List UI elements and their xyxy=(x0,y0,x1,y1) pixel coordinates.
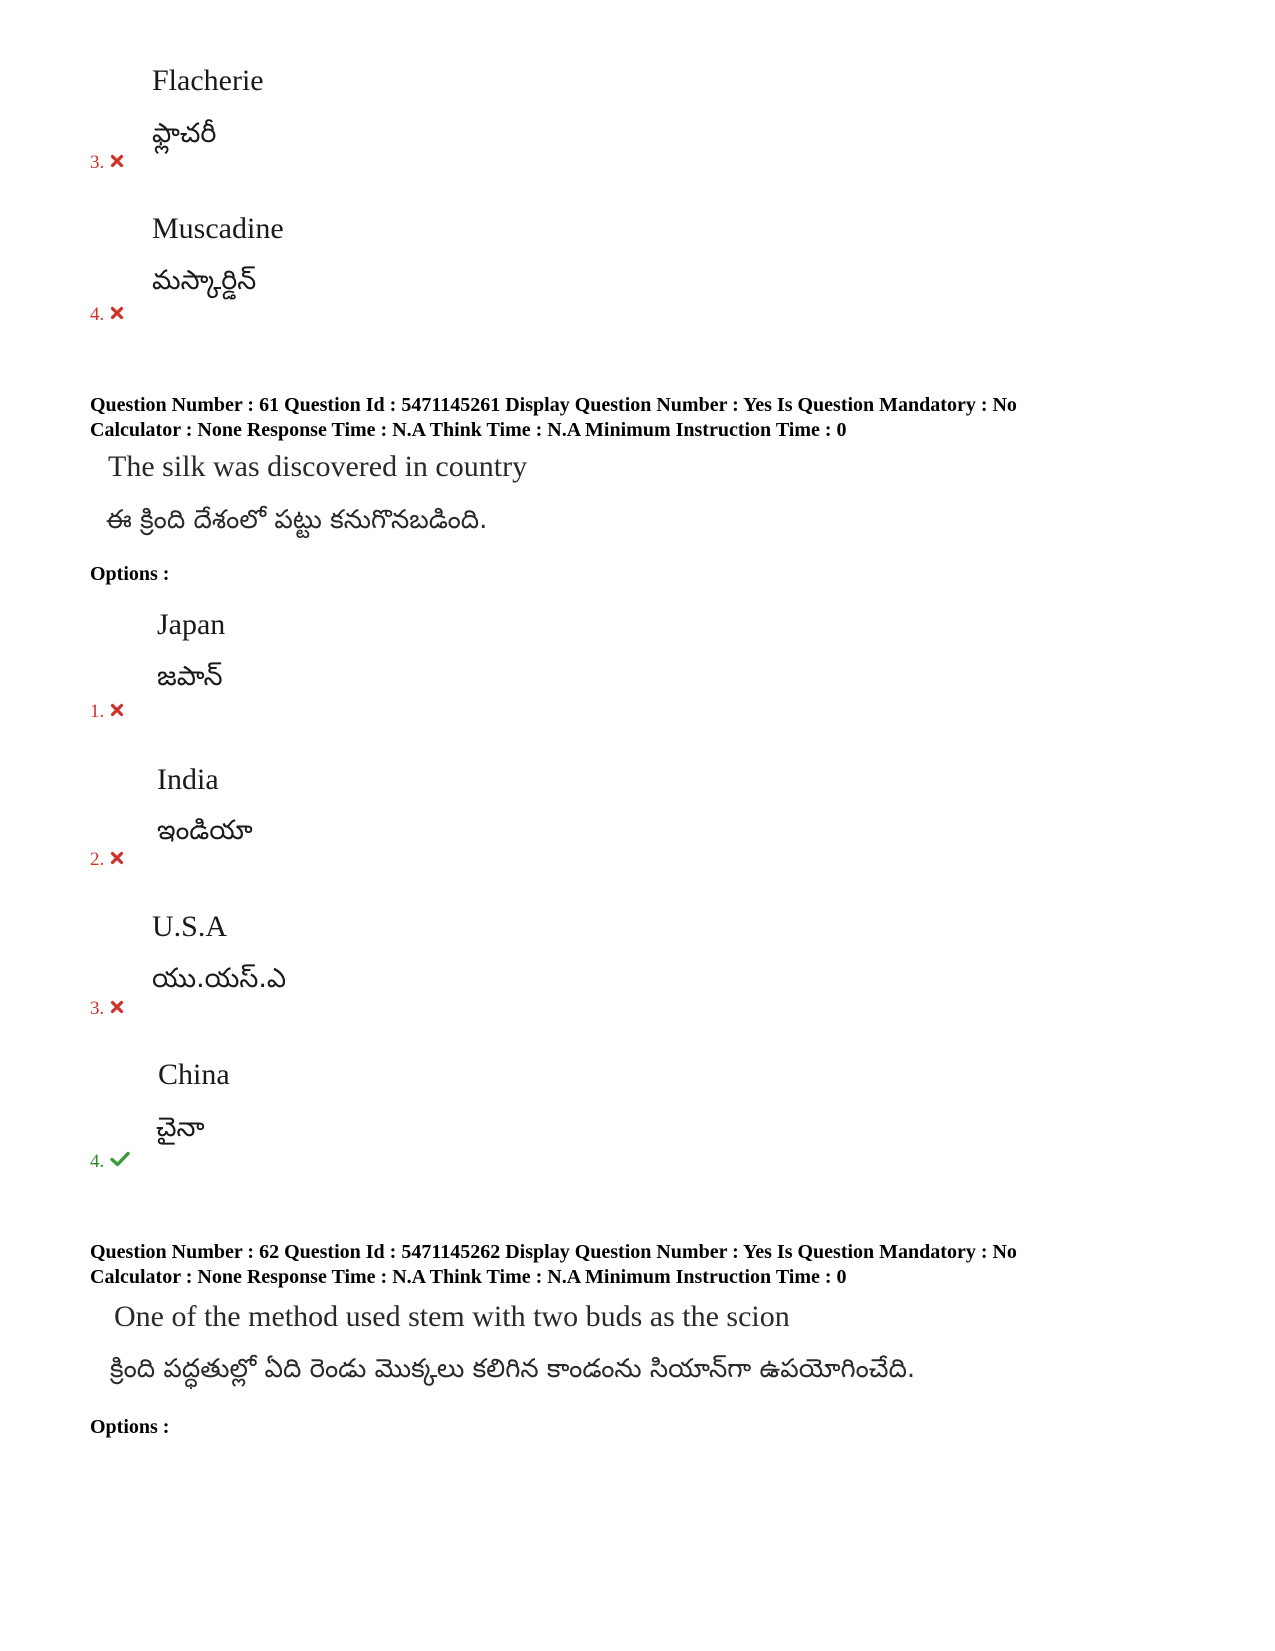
option-text-en: U.S.A xyxy=(152,910,228,943)
cross-mark-icon xyxy=(110,849,124,871)
option-number xyxy=(90,152,124,174)
question-text-te: క్రింది పద్ధతుల్లో ఏది రెండు మొక్కలు కలిగిన కాండంను సియాన్‌గా ఉపయోగించేది. xyxy=(110,1354,916,1384)
cross-mark-icon xyxy=(110,152,124,174)
question-meta-line2: Calculator : None Response Time : N.A Think Time : N.A Minimum Instruction Time : 0 xyxy=(90,1266,847,1288)
option-text-te: చైనా xyxy=(156,1112,205,1143)
question-meta xyxy=(90,393,1017,443)
option-number xyxy=(90,998,124,1020)
options-label: Options : xyxy=(90,1416,170,1438)
option-text-en: Japan xyxy=(157,608,226,641)
option-number xyxy=(90,1151,130,1173)
question-text-en: One of the method used stem with two buds as the scion xyxy=(114,1300,790,1333)
question-meta-line1: Question Number : 62 Question Id : 5471145262 Display Question Number : Yes Is Question Mandatory : No xyxy=(90,1241,1017,1263)
option-number-label: 2. xyxy=(90,849,105,870)
check-mark-icon xyxy=(110,1151,130,1173)
option-text-en: India xyxy=(157,763,219,796)
question-meta-line1: Question Number : 61 Question Id : 5471145261 Display Question Number : Yes Is Question Mandatory : No xyxy=(90,394,1017,416)
option-text-en: Muscadine xyxy=(152,212,284,245)
option-text-te: జపాన్ xyxy=(157,661,223,692)
option-number-label: 1. xyxy=(90,701,105,722)
option-number-label: 3. xyxy=(90,998,105,1019)
option-number-label: 4. xyxy=(90,304,105,325)
question-meta-line2: Calculator : None Response Time : N.A Think Time : N.A Minimum Instruction Time : 0 xyxy=(90,419,847,441)
options-label: Options : xyxy=(90,563,170,585)
option-number-label: 3. xyxy=(90,152,105,173)
question-meta xyxy=(90,1240,1017,1290)
option-text-en: Flacherie xyxy=(152,64,264,97)
option-number xyxy=(90,849,124,871)
option-text-te: ఫ్లాచరీ xyxy=(152,118,217,149)
option-text-te: మస్కార్డిన్ xyxy=(152,265,257,296)
option-number-label: 4. xyxy=(90,1151,105,1172)
cross-mark-icon xyxy=(110,304,124,326)
option-number xyxy=(90,304,124,326)
option-text-te: ఇండియా xyxy=(157,815,253,846)
question-text-te: ఈ క్రింది దేశంలో పట్టు కనుగొనబడింది. xyxy=(106,505,488,535)
option-text-te: యు.యస్.ఎ xyxy=(152,963,287,994)
option-number xyxy=(90,701,124,723)
cross-mark-icon xyxy=(110,998,124,1020)
option-text-en: China xyxy=(158,1058,230,1091)
cross-mark-icon xyxy=(110,701,124,723)
question-text-en: The silk was discovered in country xyxy=(108,450,528,483)
